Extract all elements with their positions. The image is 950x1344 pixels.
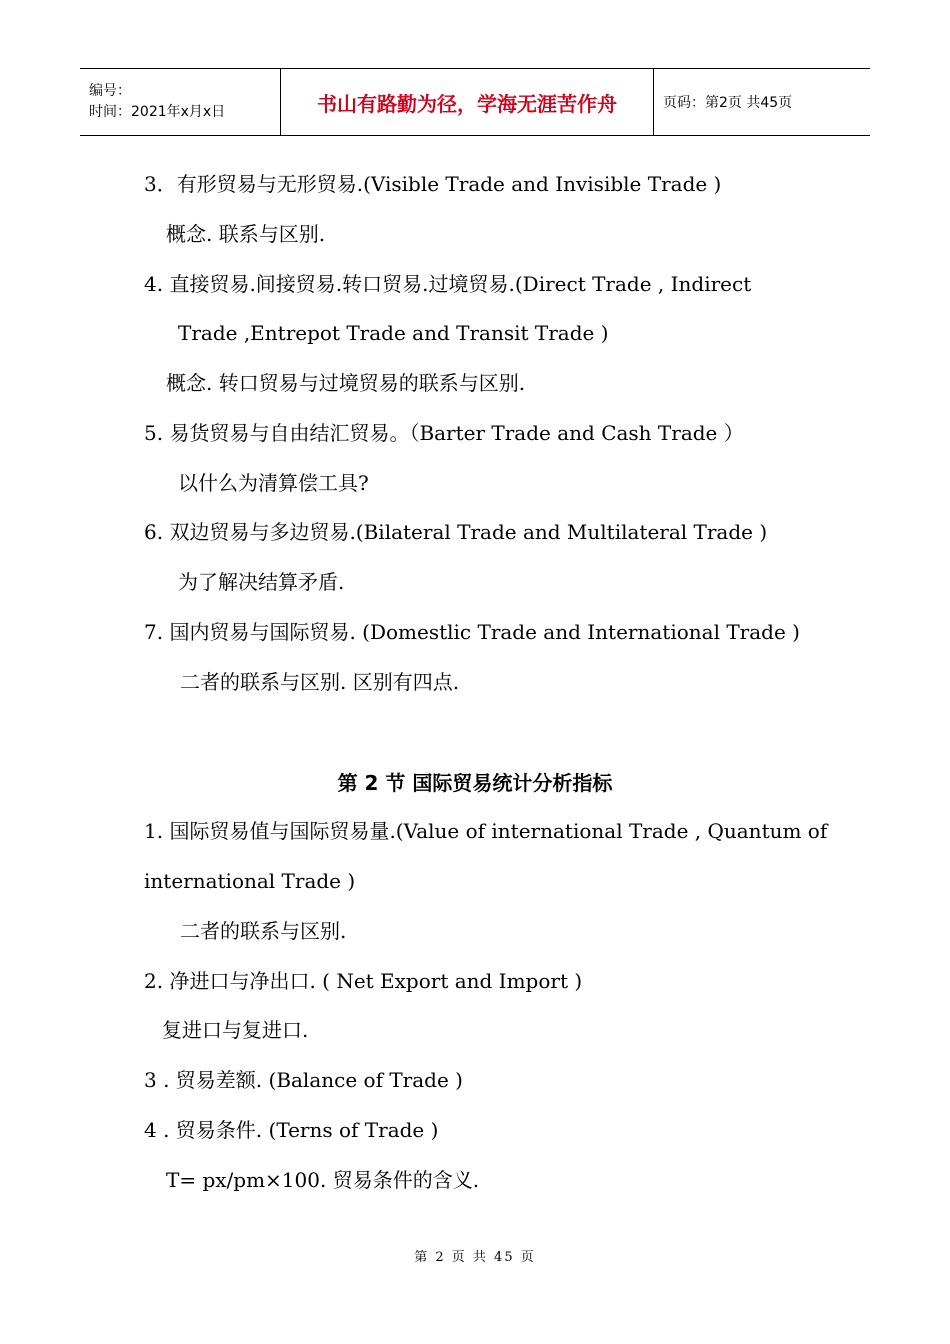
indicator-1-heading: 1. 国际贸易值与国际贸易量.(Value of international Trade , Quantum of: [144, 819, 828, 843]
item-4-heading: 4. 直接贸易.间接贸易.转口贸易.过境贸易.(Direct Trade , Indirect: [144, 272, 752, 296]
item-6-note: 为了解决结算矛盾.: [178, 570, 345, 594]
indicator-2-heading: 2. 净进口与净出口. ( Net Export and Import ): [144, 969, 583, 993]
item-5-note: 以什么为清算偿工具?: [178, 471, 369, 495]
item-4-heading-cont: Trade ,Entrepot Trade and Transit Trade ): [178, 321, 609, 345]
page-header: [80, 68, 870, 136]
indicator-4-heading: 4 . 贸易条件. (Terns of Trade ): [144, 1118, 439, 1142]
date-label: 时间：2021年x月x日: [89, 104, 226, 120]
header-motto: [281, 69, 654, 135]
indicator-1-note: 二者的联系与区别.: [180, 919, 347, 943]
item-3-note: 概念. 联系与区别.: [166, 222, 326, 246]
header-page-info: [654, 69, 870, 135]
item-7-note: 二者的联系与区别. 区别有四点.: [180, 670, 460, 694]
number-label: 编号：: [89, 83, 131, 99]
section-title: 第 2 节 国际贸易统计分析指标: [337, 771, 613, 795]
indicator-3-heading: 3 . 贸易差额. (Balance of Trade ): [144, 1068, 463, 1092]
indicator-1-heading-cont: international Trade ): [144, 869, 356, 893]
item-5-heading: 5. 易货贸易与自由结汇贸易。（Barter Trade and Cash Trade ）: [144, 421, 744, 445]
indicator-2-note: 复进口与复进口.: [162, 1018, 309, 1042]
header-meta: [80, 69, 281, 135]
page-label: 页码：第2页 共45页: [663, 95, 793, 111]
item-4-note: 概念. 转口贸易与过境贸易的联系与区别.: [166, 371, 526, 395]
item-3-heading: 3．有形贸易与无形贸易.(Visible Trade and Invisible Trade ): [144, 172, 722, 196]
page-footer: 第 2 页 共 45 页: [414, 1250, 536, 1265]
item-7-heading: 7. 国内贸易与国际贸易. (Domestlic Trade and International Trade ): [144, 620, 800, 644]
motto-text: 书山有路勤为径，学海无涯苦作舟: [317, 91, 617, 116]
indicator-4-formula: T= px/pm×100. 贸易条件的含义.: [166, 1168, 480, 1192]
item-6-heading: 6. 双边贸易与多边贸易.(Bilateral Trade and Multilateral Trade ): [144, 520, 768, 544]
